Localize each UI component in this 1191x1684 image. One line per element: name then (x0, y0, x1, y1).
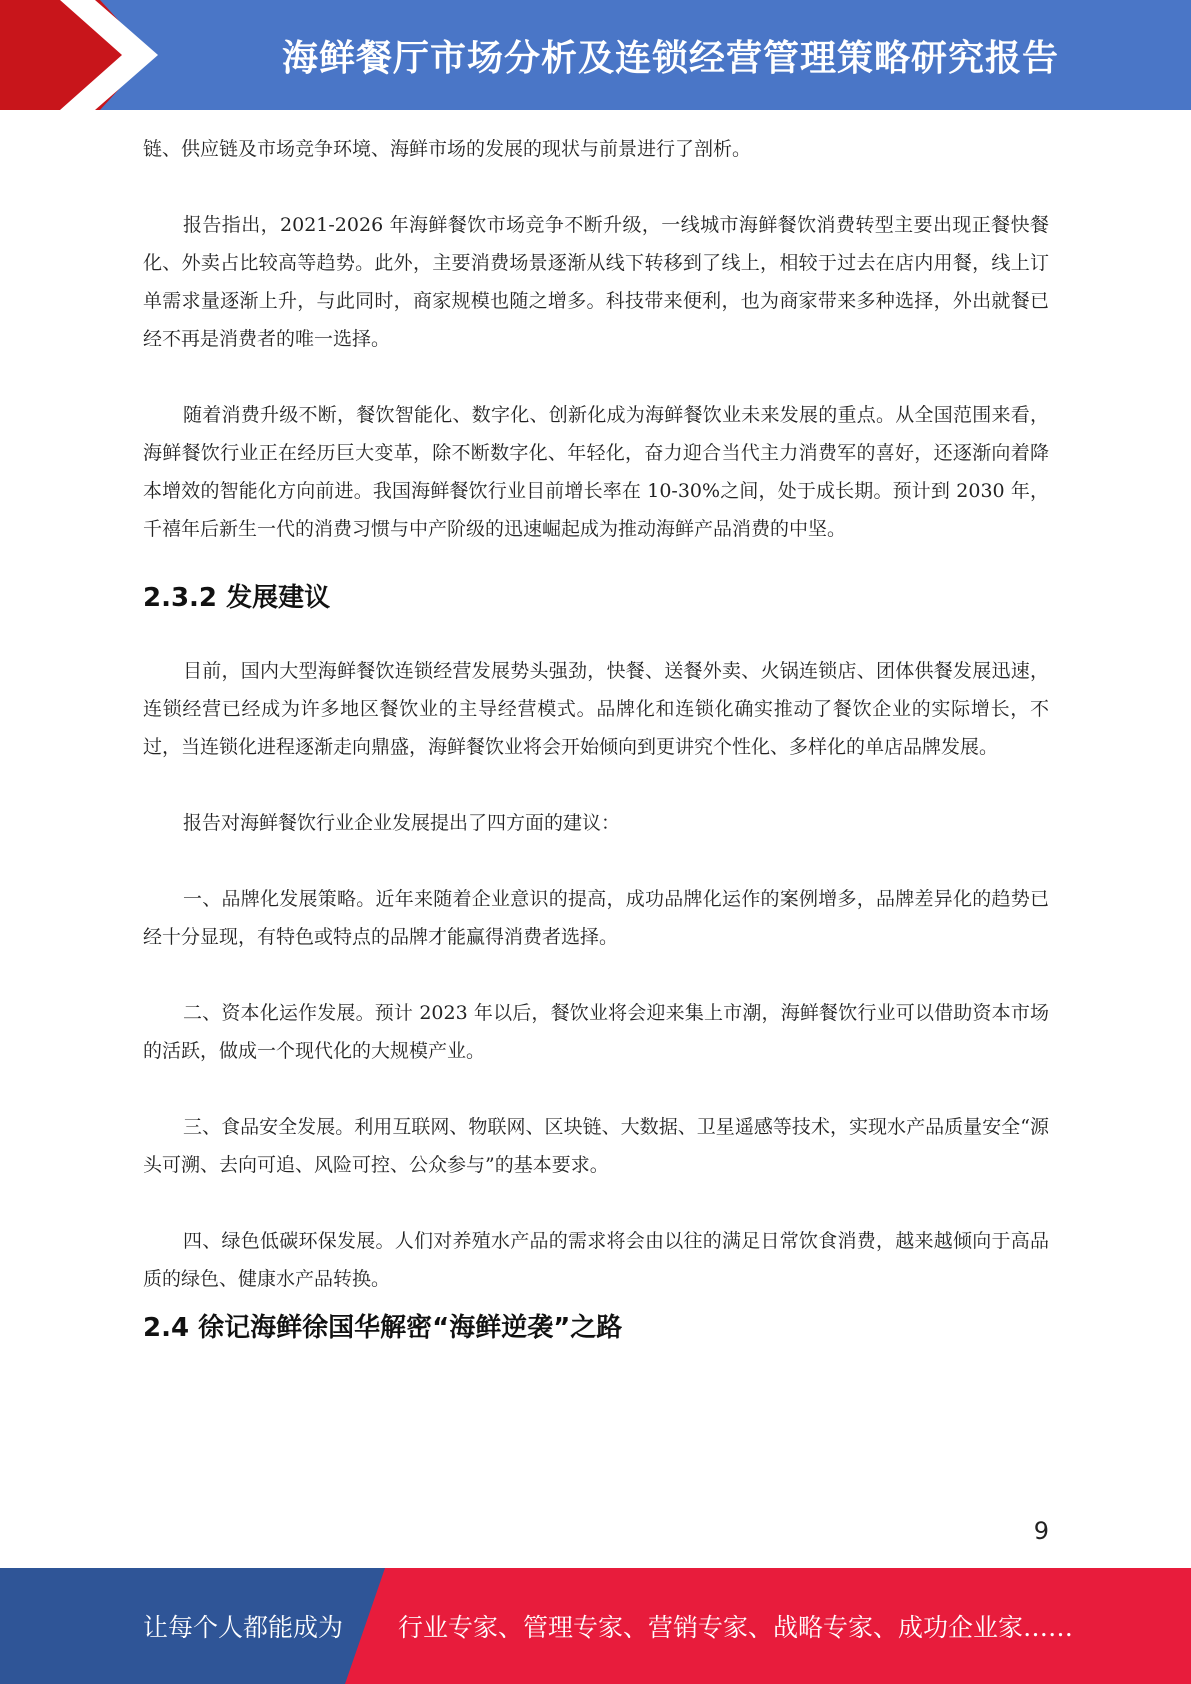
paragraph: 一、品牌化发展策略。近年来随着企业意识的提高，成功品牌化运作的案例增多，品牌差异化的趋势已经十分显现，有特色或特点的品牌才能赢得消费者选择。 (143, 888, 1049, 948)
page-footer (0, 1568, 1191, 1684)
paragraph: 四、绿色低碳环保发展。人们对养殖水产品的需求将会由以往的满足日常饮食消费，越来越倾向于高品质的绿色、健康水产品转换。 (143, 1230, 1049, 1290)
footer-slogan-left: 让每个人都能成为 (143, 1613, 344, 1642)
paragraph: 二、资本化运作发展。预计 2023 年以后，餐饮业将会迎来集上市潮，海鲜餐饮行业可以借助资本市场的活跃，做成一个现代化的大规模产业。 (143, 1002, 1049, 1062)
paragraph: 随着消费升级不断，餐饮智能化、数字化、创新化成为海鲜餐饮业未来发展的重点。从全国范围来看，海鲜餐饮行业正在经历巨大变革，除不断数字化、年轻化，奋力迎合当代主力消费军的喜好，还逐渐向着降本增效的智能化方向前进。我国海鲜餐饮行业目前增长率在 10-30%之间，处于成长期。预计到 2030 年，千禧年后新生一代的消费习惯与中产阶级的迅速崛起成为推动海鲜产品消费的中坚。 (143, 404, 1049, 540)
page-number: 9 (1033, 1517, 1049, 1545)
paragraph: 报告对海鲜餐饮行业企业发展提出了四方面的建议： (183, 812, 621, 834)
paragraph: 目前，国内大型海鲜餐饮连锁经营发展势头强劲，快餐、送餐外卖、火锅连锁店、团体供餐发展迅速，连锁经营已经成为许多地区餐饮业的主导经营模式。品牌化和连锁化确实推动了餐饮企业的实际增长，不过，当连锁化进程逐渐走向鼎盛，海鲜餐饮业将会开始倾向到更讲究个性化、多样化的单店品牌发展。 (143, 660, 1049, 758)
paragraph: 链、供应链及市场竞争环境、海鲜市场的发展的现状与前景进行了剖析。 (143, 138, 752, 160)
section-heading-2-4: 2.4 徐记海鲜徐国华解密“海鲜逆袭”之路 (143, 1313, 623, 1343)
report-title: 海鲜餐厅市场分析及连锁经营管理策略研究报告 (281, 37, 1059, 79)
paragraph: 三、食品安全发展。利用互联网、物联网、区块链、大数据、卫星遥感等技术，实现水产品质量安全“源头可溯、去向可追、风险可控、公众参与”的基本要求。 (143, 1116, 1049, 1176)
section-heading-2-3-2: 2.3.2 发展建议 (143, 583, 331, 613)
page-content (143, 130, 1049, 1348)
page-header (0, 0, 1191, 110)
footer-slogan-right: 行业专家、管理专家、营销专家、战略专家、成功企业家…… (398, 1613, 1074, 1642)
paragraph: 报告指出，2021-2026 年海鲜餐饮市场竞争不断升级，一线城市海鲜餐饮消费转型主要出现正餐快餐化、外卖占比较高等趋势。此外，主要消费场景逐渐从线下转移到了线上，相较于过去在店内用餐，线上订单需求量逐渐上升，与此同时，商家规模也随之增多。科技带来便利，也为商家带来多种选择，外出就餐已经不再是消费者的唯一选择。 (143, 214, 1049, 350)
